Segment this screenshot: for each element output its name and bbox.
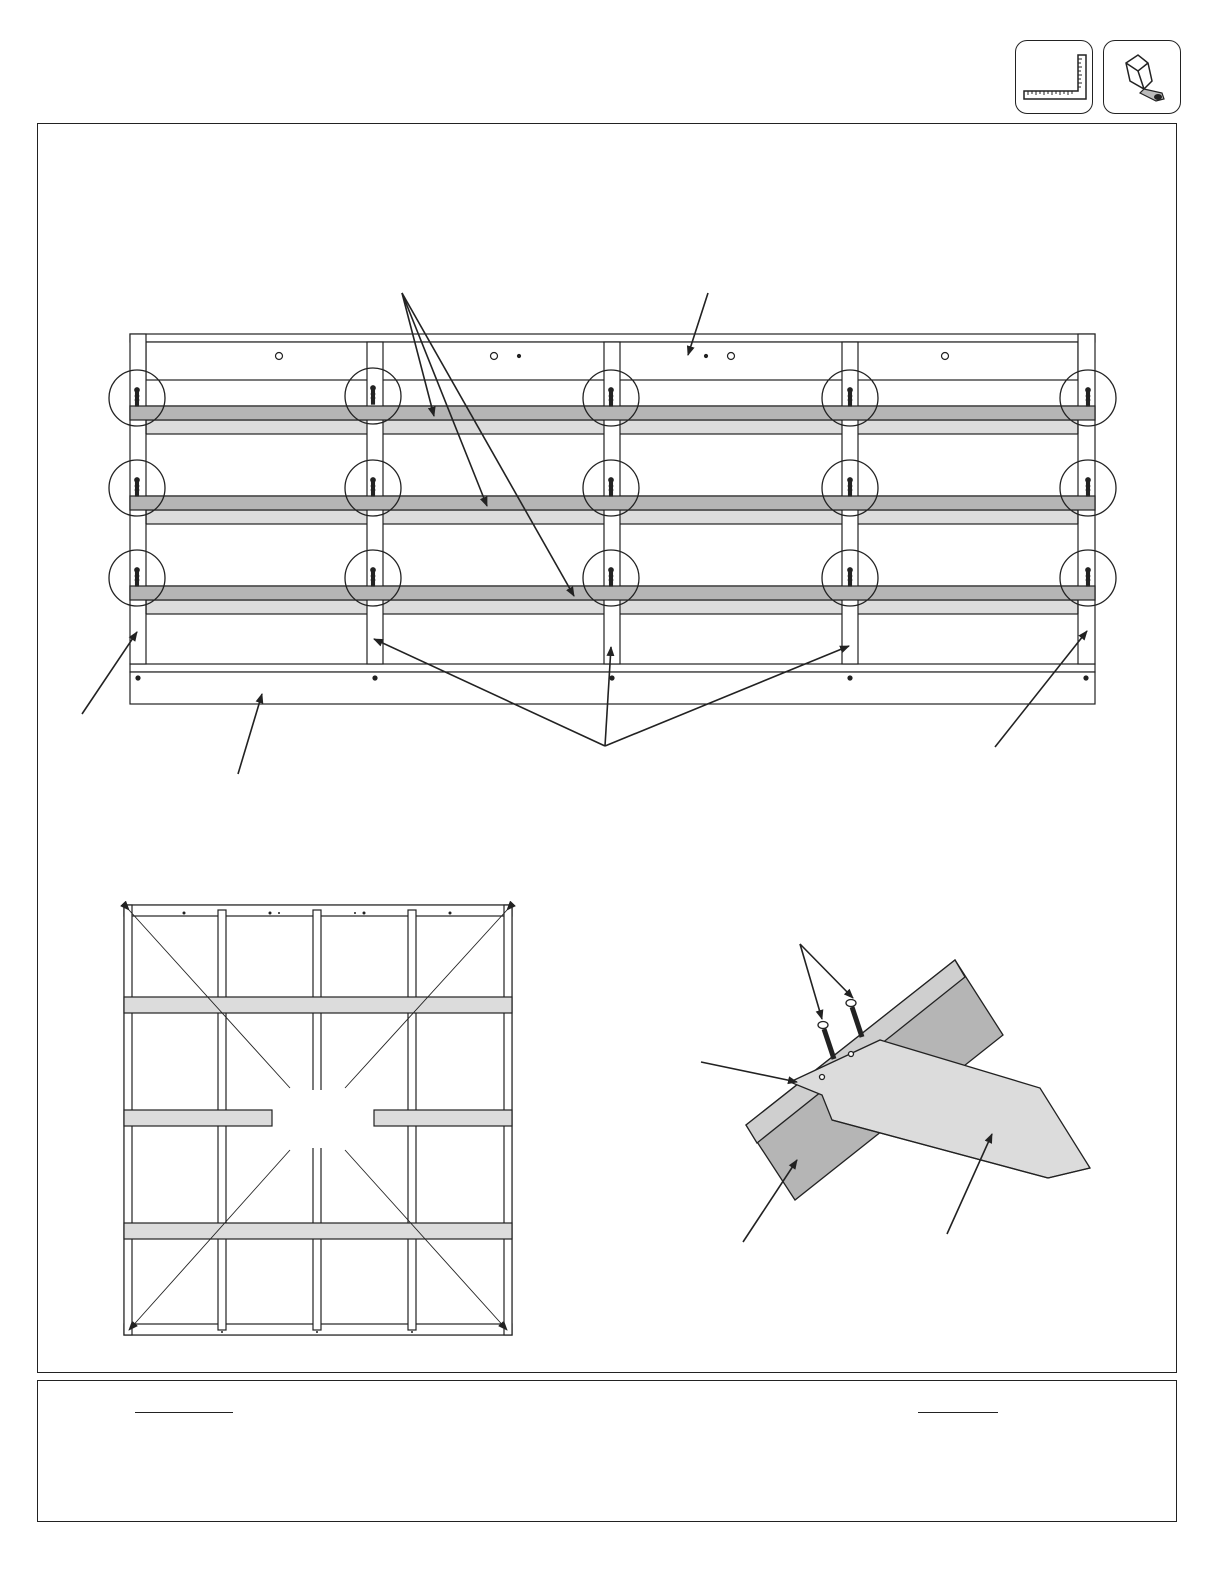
joist-connection-detail (746, 960, 1090, 1200)
detail-screw (818, 1022, 834, 1060)
screw-callouts (109, 368, 1116, 606)
detail-screw (846, 1000, 862, 1038)
square-check-frame (124, 905, 512, 1335)
